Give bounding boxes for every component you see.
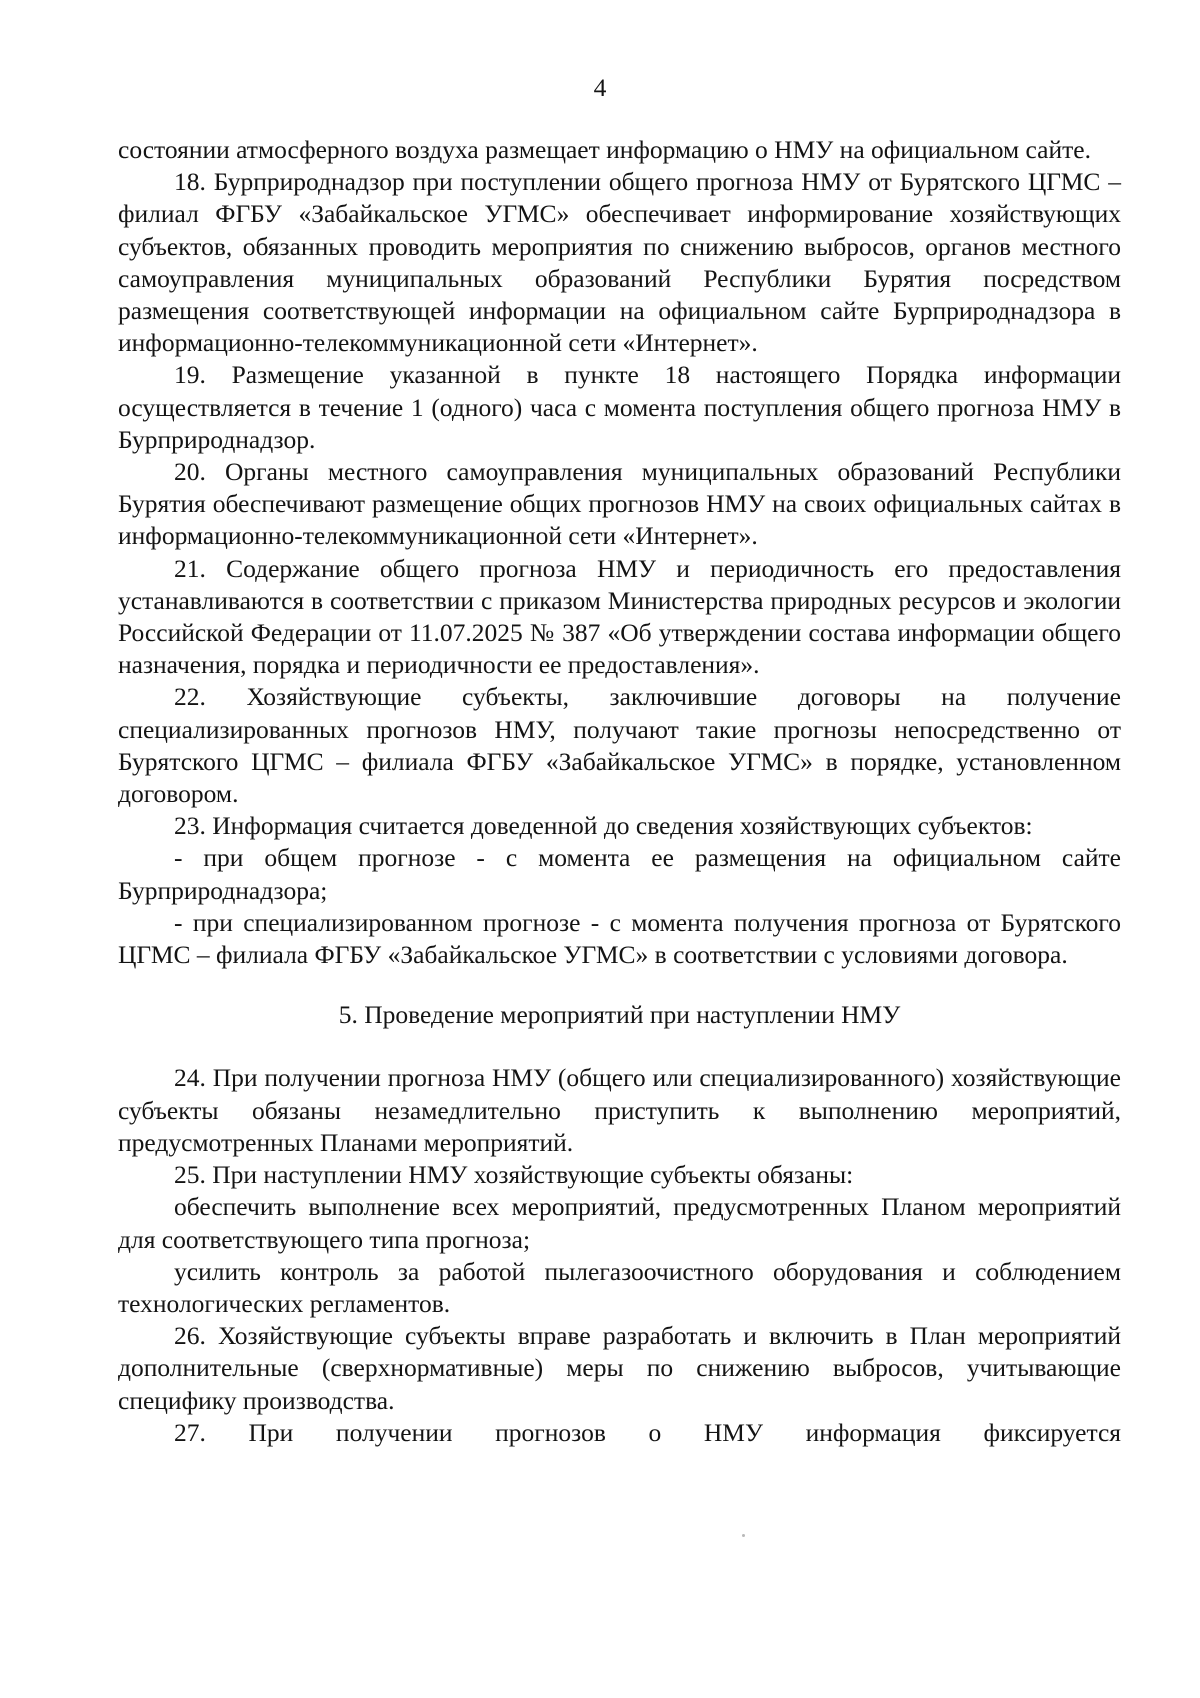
paragraph-22: 22. Хозяйствующие субъекты, заключившие договоры на получение специализированных прогнозов НМУ, получают такие прогнозы непосредственно от Бурятского ЦГМС – филиала ФГБУ «Забайкальское УГМС» в порядке, установленном договором. [118, 682, 1121, 809]
paragraph-25-item-plan: обеспечить выполнение всех мероприятий, предусмотренных Планом мероприятий для соответствующего типа прогноза; [118, 1192, 1121, 1254]
paragraph-25-item-control: усилить контроль за работой пылегазоочистного оборудования и соблюдением технологических регламентов. [118, 1256, 1121, 1318]
paragraph-18: 18. Бурприроднадзор при поступлении общего прогноза НМУ от Бурятского ЦГМС – филиал ФГБУ «Забайкальское УГМС» обеспечивает информирование хозяйствующих субъектов, обязанных проводить мероприятия по снижению выбросов, органов местного самоуправления муниципальных образований Республики Бурятия посредством размещения соответствующей информации на официальном сайте Бурприроднадзора в информационно-телекоммуникационной сети «Интернет». [118, 167, 1121, 358]
document-body [118, 134, 1121, 1449]
paragraph-23: 23. Информация считается доведенной до сведения хозяйствующих субъектов: [174, 811, 1033, 841]
paragraph-20: 20. Органы местного самоуправления муниципальных образований Республики Бурятия обеспечивают размещение общих прогнозов НМУ на своих официальных сайтах в информационно-телекоммуникационной сети «Интернет». [118, 457, 1121, 551]
paragraph-19: 19. Размещение указанной в пункте 18 настоящего Порядка информации осуществляется в течение 1 (одного) часа с момента поступления общего прогноза НМУ в Бурприроднадзор. [118, 360, 1121, 454]
paragraph-26: 26. Хозяйствующие субъекты вправе разработать и включить в План мероприятий дополнительные (сверхнормативные) меры по снижению выбросов, учитывающие специфику производства. [118, 1321, 1121, 1415]
paragraph-23-item-specialized: - при специализированном прогнозе - с момента получения прогноза от Бурятского ЦГМС – филиала ФГБУ «Забайкальское УГМС» в соответствии с условиями договора. [118, 907, 1121, 970]
paragraph-23-item-general: - при общем прогнозе - с момента ее размещения на официальном сайте Бурприроднадзора; [118, 843, 1121, 905]
paragraph-25: 25. При наступлении НМУ хозяйствующие субъекты обязаны: [174, 1160, 854, 1190]
page-number: 4 [593, 73, 607, 102]
paragraph-continuation: состоянии атмосферного воздуха размещает информацию о НМУ на официальном сайте. [118, 135, 1091, 164]
paragraph-24: 24. При получении прогноза НМУ (общего или специализированного) хозяйствующие субъекты обязаны незамедлительно приступить к выполнению мероприятий, предусмотренных Планами мероприятий. [118, 1063, 1121, 1157]
paragraph-27: 27. При получении прогнозов о НМУ информация фиксируется [174, 1417, 1121, 1447]
scan-speck [742, 1534, 745, 1537]
section-heading: 5. Проведение мероприятий при наступлении НМУ [338, 1000, 901, 1030]
paragraph-21: 21. Содержание общего прогноза НМУ и периодичность его предоставления устанавливаются в соответствии с приказом Министерства природных ресурсов и экологии Российской Федерации от 11.07.2025 № 387 «Об утверждении состава информации общего назначения, порядка и периодичности ее предоставления». [118, 553, 1121, 680]
